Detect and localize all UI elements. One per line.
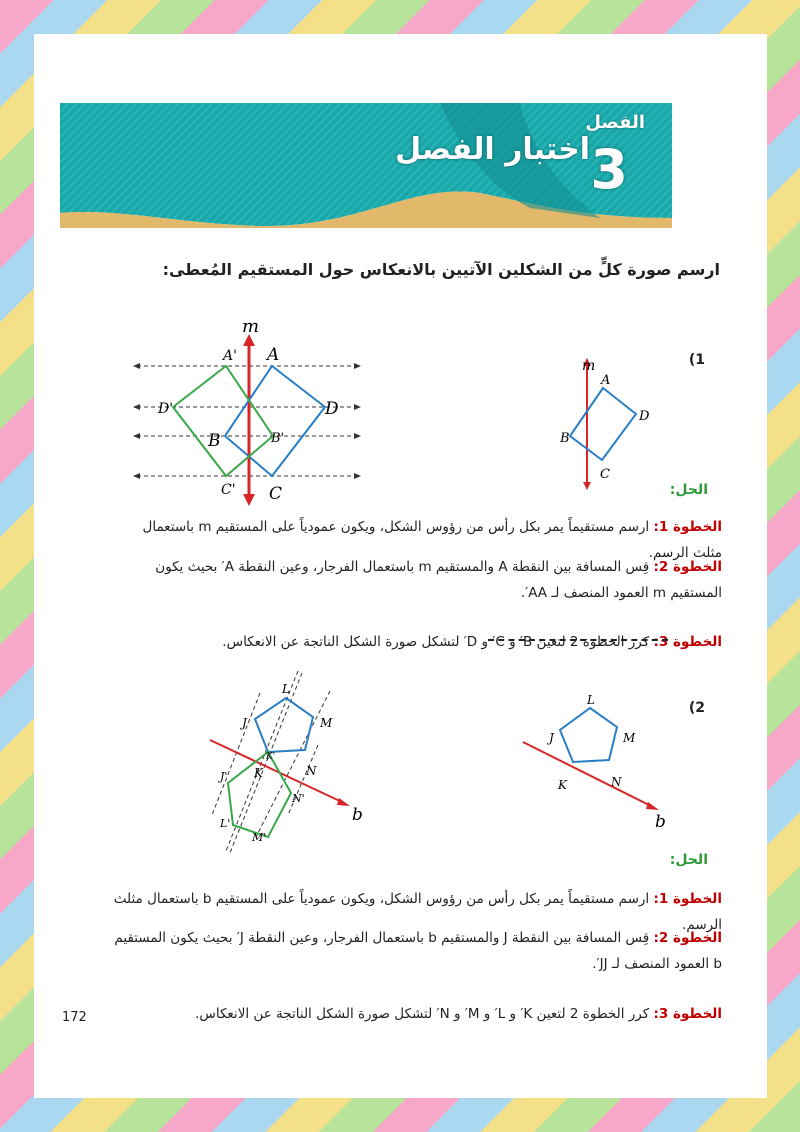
- instruction-text: ارسم صورة كلٍّ من الشكلين الآتيين بالانعكاس حول المستقيم المُعطى:: [162, 260, 720, 279]
- vertex-label: K: [558, 778, 567, 792]
- problem-2-figure: [515, 690, 675, 835]
- step-2: [112, 926, 722, 977]
- step-text: ارسم مستقيماً يمر بكل رأس من رؤوس الشكل، ويكون عمودياً على المستقيم b باستعمال مثلث الرسم.: [113, 891, 722, 933]
- step-label: الخطوة 3:: [653, 1006, 722, 1022]
- step-label: الخطوة 3:: [653, 634, 722, 650]
- step-text: قِس المسافة بين النقطة J والمستقيم b باستعمال الفرجار، وعين النقطة J′ بحيث يكون المستقيم b العمود المنصف لـ JJ′.: [114, 930, 722, 972]
- vertex-label: A: [267, 345, 280, 365]
- step-text: ارسم مستقيماً يمر بكل رأس من رؤوس الشكل، ويكون عمودياً على المستقيم m باستعمال مثلث الرسم.: [142, 519, 722, 561]
- vertex-label: B: [560, 431, 570, 446]
- step-label: الخطوة 2:: [653, 559, 722, 575]
- vertex-label: D': [158, 401, 174, 417]
- vertex-label: K': [266, 752, 276, 762]
- line-label-b: b: [655, 812, 666, 832]
- separator: [488, 639, 668, 641]
- vertex-label: N: [306, 764, 317, 778]
- step-3: [112, 630, 722, 656]
- problem-1-solution-figure: [125, 318, 370, 508]
- problem-1-number: 1): [688, 352, 705, 368]
- problem-1-figure: [550, 350, 650, 490]
- step-label: الخطوة 1:: [653, 891, 722, 907]
- vertex-label: N: [611, 775, 622, 789]
- page-number: 172: [62, 1010, 87, 1025]
- step-2: [112, 555, 722, 606]
- vertex-label: C: [600, 467, 610, 482]
- vertex-label: M: [320, 716, 333, 730]
- vertex-label: A: [601, 373, 611, 388]
- vertex-label: L: [282, 682, 290, 696]
- step-label: الخطوة 1:: [653, 519, 722, 535]
- step-text: كرر الخطوة 2 لتعين B′ و C′ و D′ لتشكل صورة الشكل الناتجة عن الانعكاس.: [222, 634, 650, 650]
- vertex-label: C: [269, 484, 283, 504]
- vertex-label: J: [549, 731, 554, 745]
- vertex-label: B': [271, 431, 285, 446]
- solution-label: الحل:: [669, 482, 708, 498]
- vertex-label: D: [639, 409, 650, 424]
- step-text: قِس المسافة بين النقطة A والمستقيم m باستعمال الفرجار، وعين النقطة A′ بحيث يكون المستقيم m العمود المنصف لـ AA′.: [155, 559, 722, 601]
- problem-2-solution-figure: [198, 665, 373, 865]
- chapter-number: 3: [590, 138, 628, 201]
- vertex-label: N': [292, 792, 305, 805]
- vertex-label: J': [220, 770, 228, 783]
- vertex-label: C': [221, 482, 236, 498]
- vertex-label: A': [223, 348, 237, 364]
- vertex-label: M: [623, 731, 636, 745]
- vertex-label: L': [220, 817, 231, 830]
- vertex-label: B: [208, 431, 221, 451]
- vertex-label: M': [252, 831, 267, 844]
- step-3: [112, 1002, 722, 1028]
- vertex-label: J: [242, 716, 247, 730]
- problem-2-number: 2): [688, 700, 705, 716]
- line-label-m: m: [582, 358, 596, 374]
- page-title: اختبار الفصل: [395, 132, 590, 167]
- step-label: الخطوة 2:: [653, 930, 722, 946]
- chapter-word: الفصل: [585, 112, 645, 133]
- vertex-label: D: [325, 399, 339, 419]
- vertex-label: K: [254, 766, 263, 780]
- vertex-label: L: [587, 693, 595, 707]
- step-text: كرر الخطوة 2 لتعين K′ و L′ و M′ و N′ لتشكل صورة الشكل الناتجة عن الانعكاس.: [195, 1006, 650, 1022]
- line-label-m: m: [242, 318, 260, 337]
- solution-label: الحل:: [669, 852, 708, 868]
- line-label-b: b: [352, 805, 363, 825]
